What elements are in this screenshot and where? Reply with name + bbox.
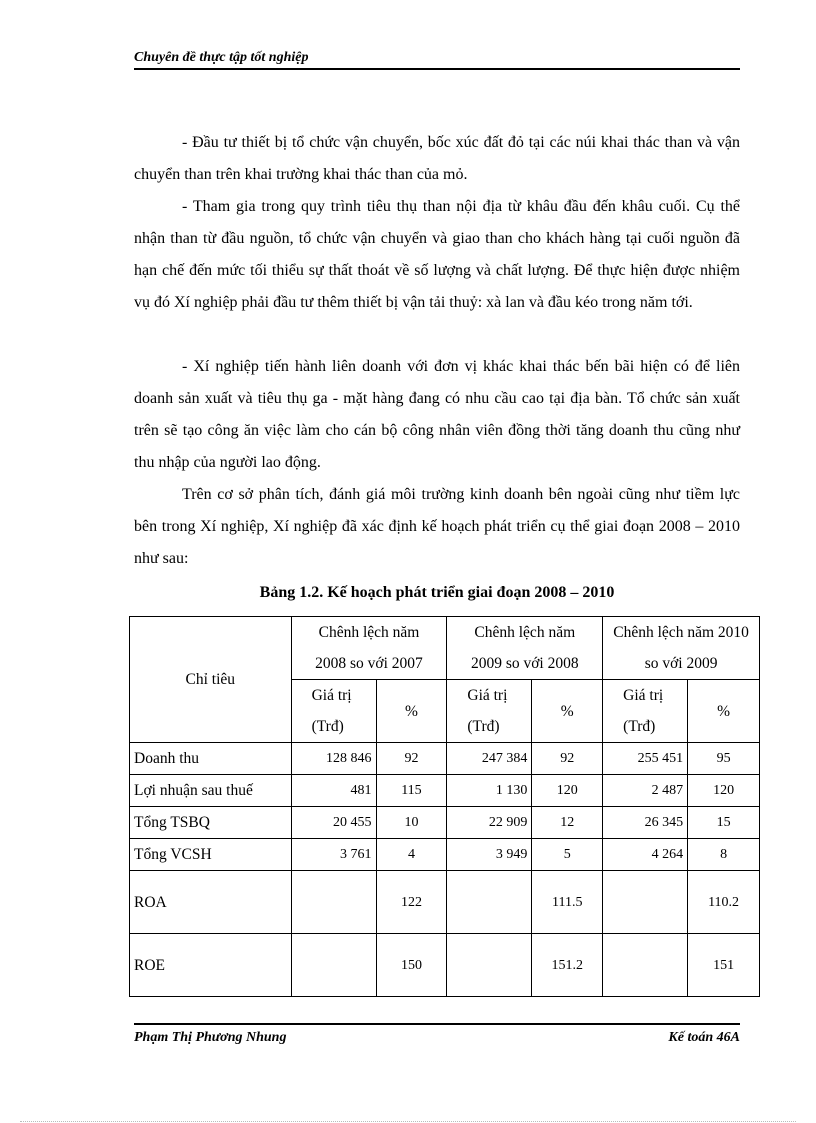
table-row xyxy=(130,871,760,934)
cell-value: 481 xyxy=(291,775,376,807)
page-bottom-dotted-line xyxy=(20,1121,796,1122)
table-caption: Bảng 1.2. Kế hoạch phát triển giai đoạn 2008 – 2010 xyxy=(259,584,615,601)
table-header-row xyxy=(130,617,760,680)
subheader-percent: % xyxy=(376,680,447,743)
footer-class: Kế toán 46A xyxy=(668,1030,740,1045)
cell-percent: 10 xyxy=(376,807,447,839)
cell-value xyxy=(291,934,376,997)
row-label: Lợi nhuận sau thuế xyxy=(130,775,292,807)
paragraph-3: - Xí nghiệp tiến hành liên doanh với đơn vị khác khai thác bến bãi hiện có để liên doanh sản xuất và tiêu thụ ga - mặt hàng đang có nhu cầu cao tại địa bàn. Tổ chức sản xuất trên sẽ tạo công ăn việc làm cho cán bộ công nhân viên đồng thời tăng doanh thu cũng như thu nhập của người lao động. xyxy=(134,358,740,471)
cell-percent: 95 xyxy=(688,743,760,775)
table-row xyxy=(130,775,760,807)
paragraph-1: - Đầu tư thiết bị tổ chức vận chuyển, bốc xúc đất đỏ tại các núi khai thác than và vận chuyển than trên khai trường khai thác than của mỏ. xyxy=(134,134,740,183)
cell-value: 2 487 xyxy=(603,775,688,807)
cell-percent: 8 xyxy=(688,839,760,871)
cell-percent: 12 xyxy=(532,807,603,839)
cell-value xyxy=(291,871,376,934)
cell-value xyxy=(447,871,532,934)
cell-percent: 111.5 xyxy=(532,871,603,934)
cell-value: 3 949 xyxy=(447,839,532,871)
cell-percent: 151 xyxy=(688,934,760,997)
plan-table xyxy=(129,616,760,997)
cell-value: 247 384 xyxy=(447,743,532,775)
cell-value: 26 345 xyxy=(603,807,688,839)
cell-value xyxy=(447,934,532,997)
cell-percent: 110.2 xyxy=(688,871,760,934)
row-label: Tổng VCSH xyxy=(130,839,292,871)
table-row xyxy=(130,807,760,839)
cell-value: 3 761 xyxy=(291,839,376,871)
row-label: Doanh thu xyxy=(130,743,292,775)
cell-percent: 151.2 xyxy=(532,934,603,997)
footer-author: Phạm Thị Phương Nhung xyxy=(134,1030,287,1045)
cell-value: 22 909 xyxy=(447,807,532,839)
cell-value: 1 130 xyxy=(447,775,532,807)
header-group-2010: Chênh lệch năm 2010 so với 2009 xyxy=(603,617,760,680)
row-label: Tổng TSBQ xyxy=(130,807,292,839)
cell-percent: 150 xyxy=(376,934,447,997)
paragraph-2: - Tham gia trong quy trình tiêu thụ than nội địa từ khâu đầu đến khâu cuối. Cụ thể nhận than từ đầu nguồn, tổ chức vận chuyển và giao than cho khách hàng tại cuối nguồn đã hạn chế đến mức tối thiểu sự thất thoát về số lượng và chất lượng. Để thực hiện được nhiệm vụ đó Xí nghiệp phải đầu tư thêm thiết bị vận tải thuỷ: xà lan và đầu kéo trong năm tới. xyxy=(134,198,740,311)
subheader-percent: % xyxy=(532,680,603,743)
row-label: ROE xyxy=(130,934,292,997)
cell-value xyxy=(603,871,688,934)
table-row xyxy=(130,743,760,775)
header-group-2009: Chênh lệch năm 2009 so với 2008 xyxy=(447,617,603,680)
footer-divider xyxy=(134,1023,740,1025)
cell-percent: 120 xyxy=(532,775,603,807)
cell-percent: 92 xyxy=(376,743,447,775)
cell-value xyxy=(603,934,688,997)
row-label: ROA xyxy=(130,871,292,934)
cell-value: 128 846 xyxy=(291,743,376,775)
cell-value: 4 264 xyxy=(603,839,688,871)
cell-percent: 115 xyxy=(376,775,447,807)
cell-percent: 92 xyxy=(532,743,603,775)
subheader-value: Giá trị (Trđ) xyxy=(603,680,688,743)
subheader-value: Giá trị (Trđ) xyxy=(291,680,376,743)
cell-value: 20 455 xyxy=(291,807,376,839)
cell-value: 255 451 xyxy=(603,743,688,775)
subheader-value: Giá trị (Trđ) xyxy=(447,680,532,743)
table-row xyxy=(130,934,760,997)
cell-percent: 4 xyxy=(376,839,447,871)
cell-percent: 5 xyxy=(532,839,603,871)
header-indicator: Chỉ tiêu xyxy=(130,617,292,743)
cell-percent: 120 xyxy=(688,775,760,807)
cell-percent: 122 xyxy=(376,871,447,934)
paragraph-4: Trên cơ sở phân tích, đánh giá môi trường kinh doanh bên ngoài cũng như tiềm lực bên trong Xí nghiệp, Xí nghiệp đã xác định kế hoạch phát triển cụ thể giai đoạn 2008 – 2010 như sau: xyxy=(134,486,740,567)
header-group-2008: Chênh lệch năm 2008 so với 2007 xyxy=(291,617,447,680)
table-row xyxy=(130,839,760,871)
subheader-percent: % xyxy=(688,680,760,743)
page-header: Chuyên đề thực tập tốt nghiệp xyxy=(134,50,740,70)
cell-percent: 15 xyxy=(688,807,760,839)
